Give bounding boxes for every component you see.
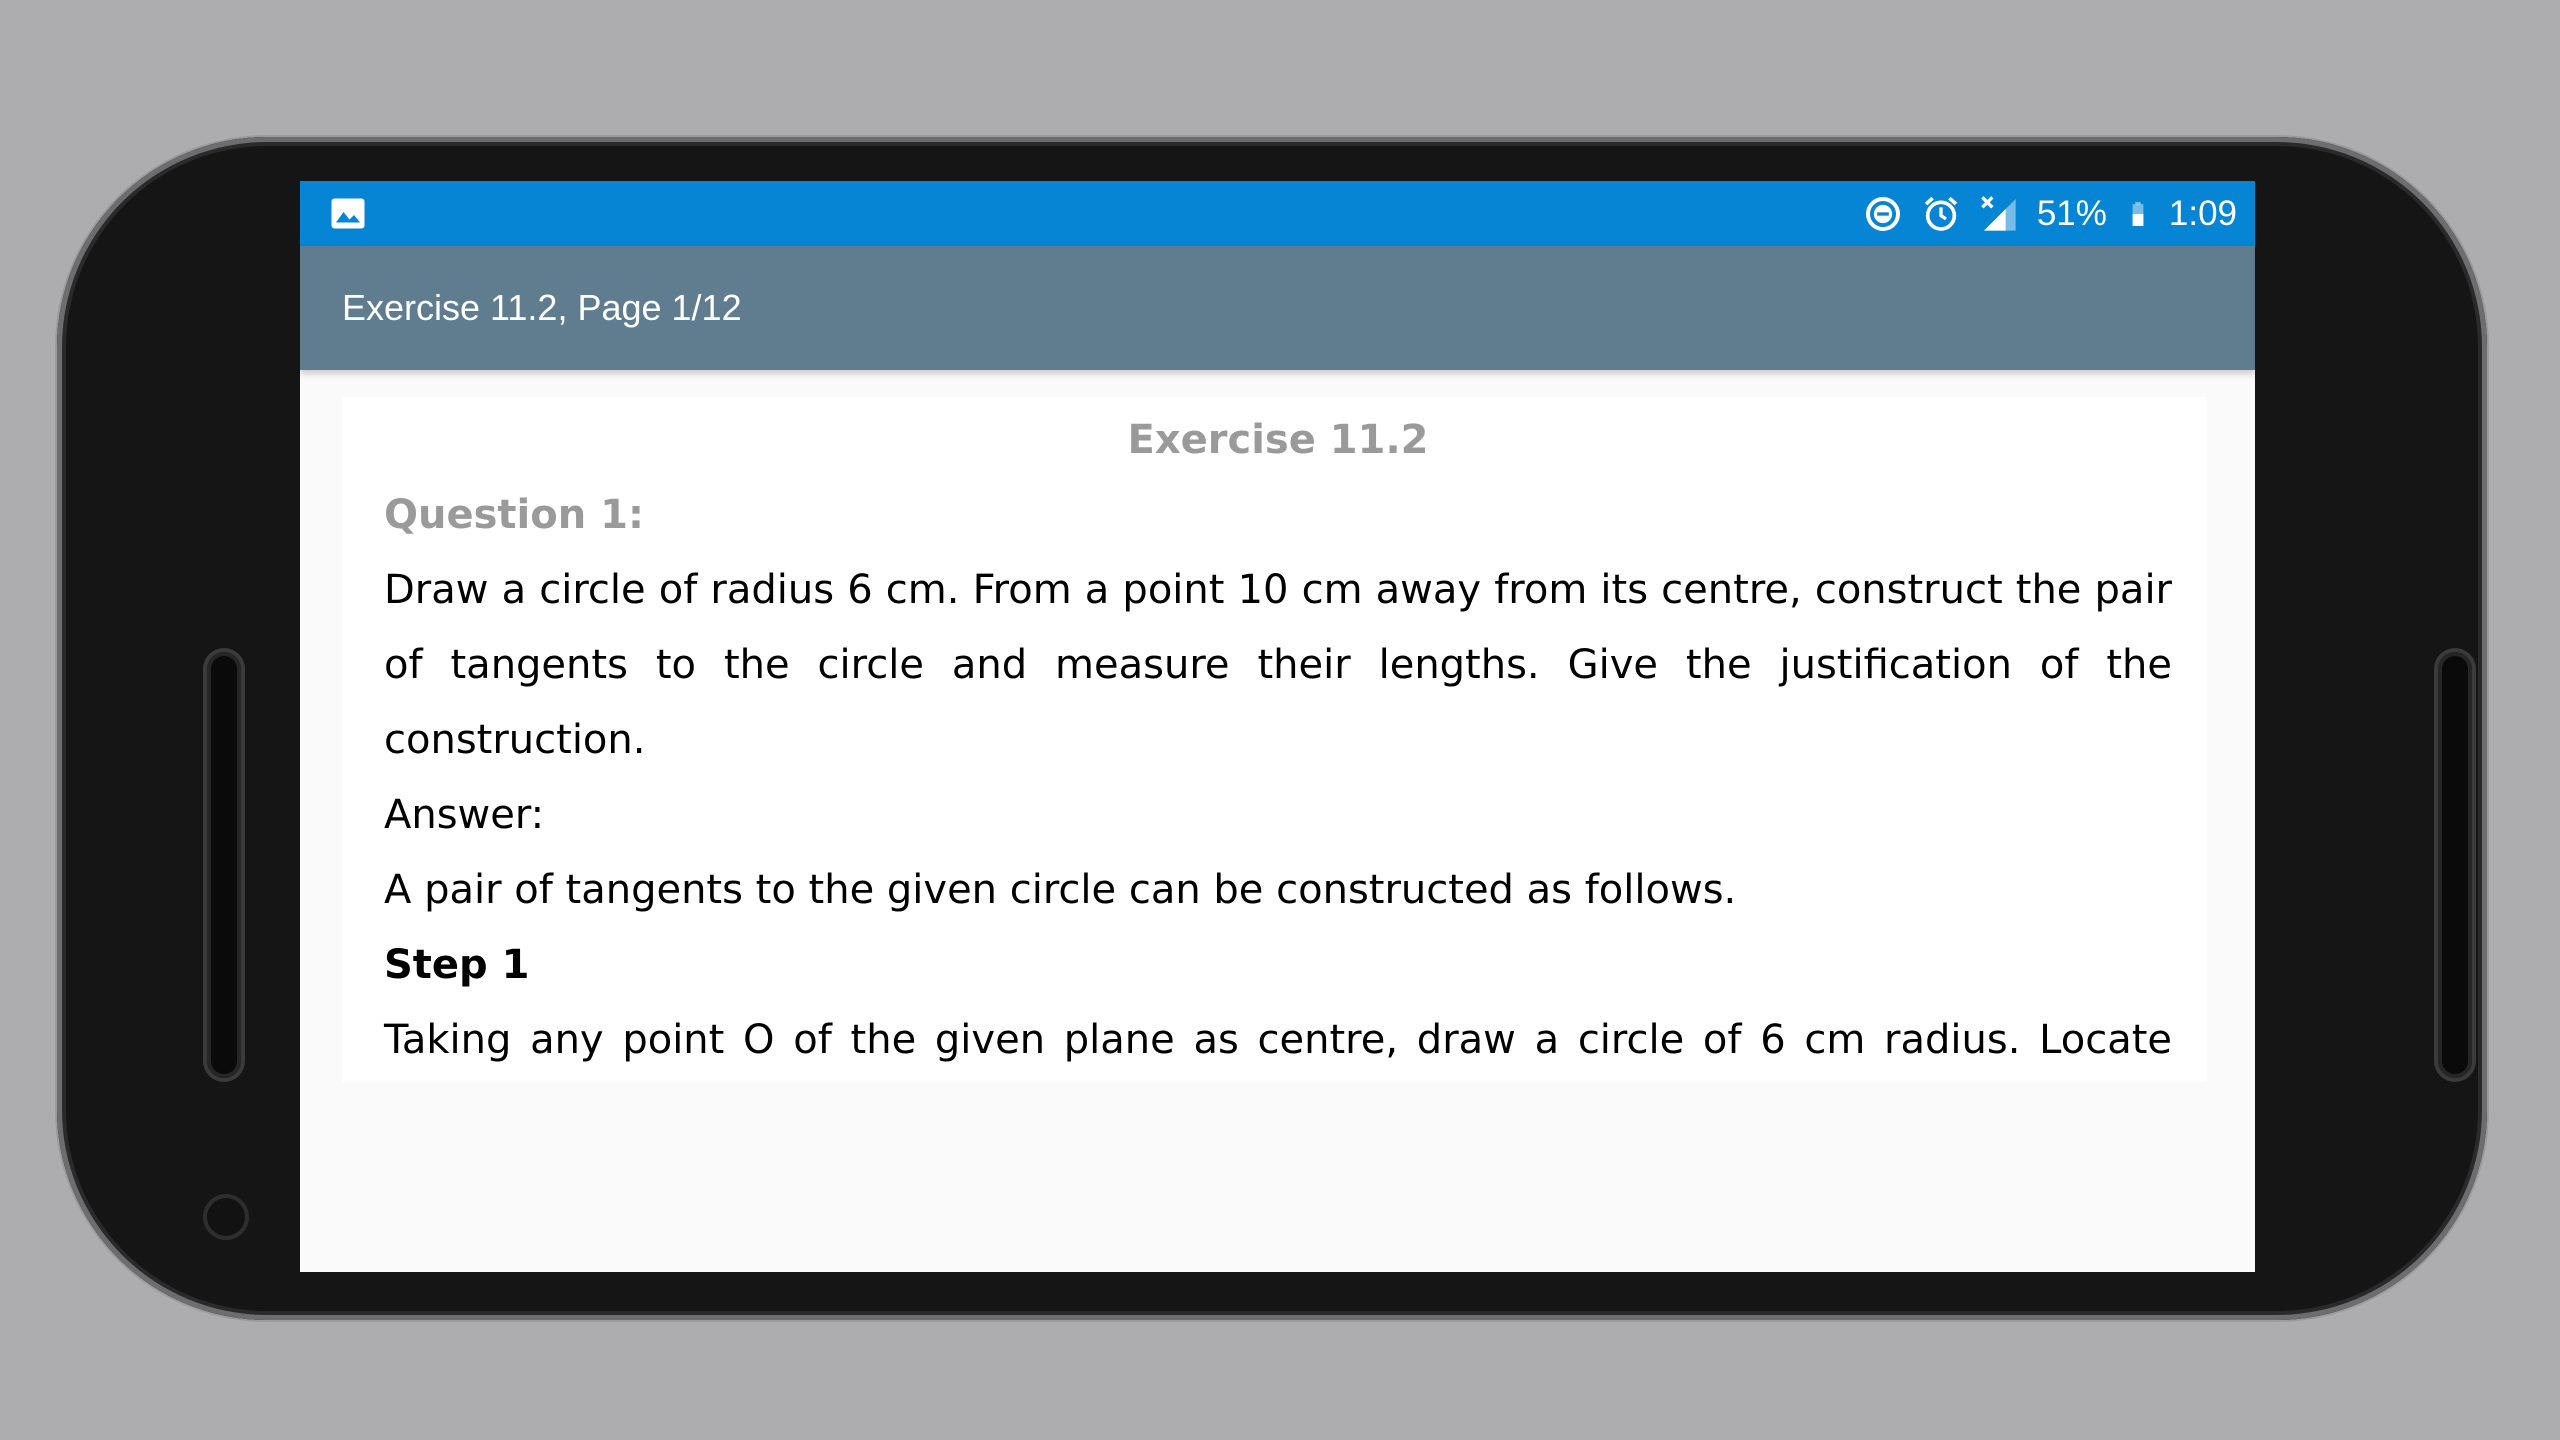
- phone-screen: [300, 181, 2255, 1272]
- image-icon: [330, 197, 366, 230]
- battery-percent: 51%: [2036, 193, 2107, 233]
- status-bar: [300, 181, 2255, 246]
- answer-intro: A pair of tangents to the given circle can be constructed as follows.: [384, 867, 1737, 913]
- content-area[interactable]: [300, 370, 2255, 1272]
- question-text: Draw a circle of radius 6 cm. From a point 10 cm away from its centre, construct the pair of tangents to the circle and measure their lengths. Give the justification of the construction.: [384, 567, 2172, 763]
- alarm-icon: [1921, 194, 1961, 234]
- data-saver-icon: [1863, 194, 1903, 234]
- clock-time: 1:09: [2168, 193, 2237, 233]
- step-text: Taking any point O of the given plane as centre, draw a circle of 6 cm radius. Locate: [384, 1017, 2172, 1063]
- camera-lens: [207, 1198, 245, 1236]
- answer-label: Answer:: [384, 792, 545, 838]
- document-body: [384, 397, 2172, 1078]
- status-icons: [1863, 181, 2237, 246]
- page-title: Exercise 11.2, Page 1/12: [342, 287, 742, 328]
- document-page[interactable]: [342, 397, 2207, 1082]
- right-side-grip: [2438, 652, 2472, 1078]
- signal-off-icon: [1979, 194, 2019, 234]
- left-side-grip: [207, 652, 241, 1078]
- battery-icon: [2125, 194, 2151, 234]
- step-label: Step 1: [384, 942, 530, 988]
- question-label: Question 1:: [384, 492, 644, 538]
- app-bar: [300, 246, 2255, 370]
- exercise-heading: Exercise 11.2: [1127, 417, 1429, 463]
